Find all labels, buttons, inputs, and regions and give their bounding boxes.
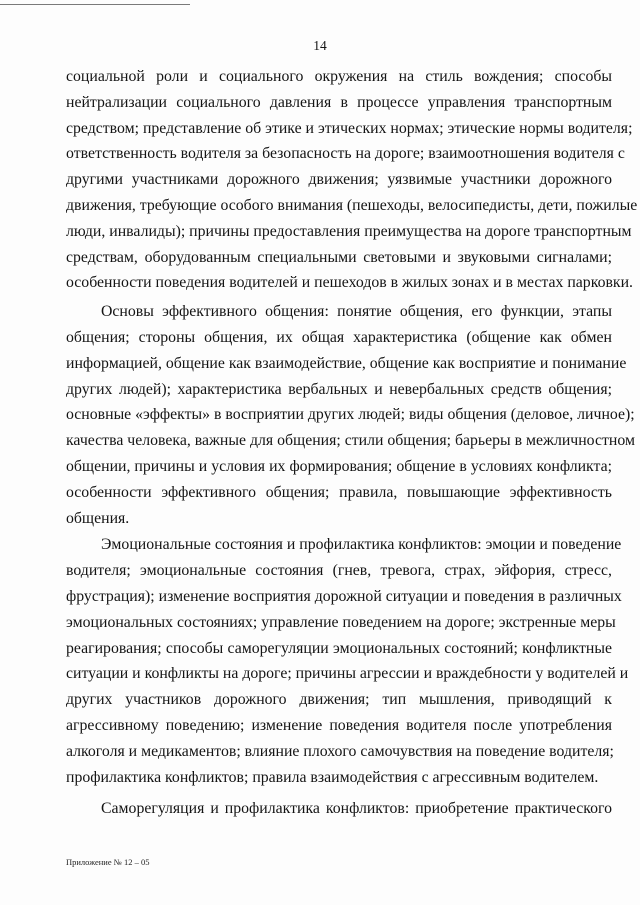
text-line: основные «эффекты» в восприятии других людей; виды общения (деловое, личное);	[66, 406, 635, 424]
text-line: Эмоциональные состояния и профилактика конфликтов: эмоции и поведение	[101, 536, 622, 554]
text-line: движения, требующие особого внимания (пешеходы, велосипедисты, дети, пожилые	[66, 196, 638, 214]
page-number: 14	[313, 38, 327, 53]
footer-appendix-label: Приложение № 12 – 05	[66, 857, 150, 867]
text-line: алкоголя и медикаментов; влияние плохого самочувствия на поведение водителя;	[66, 742, 614, 760]
text-line: реагирования; способы саморегуляции эмоциональных состояний; конфликтные	[66, 639, 612, 657]
text-line: нейтрализации социального давления в процессе управления транспортным	[66, 93, 612, 111]
text-line: эмоциональных состояниях; управление поведением на дороге; экстренные меры	[66, 613, 616, 631]
paragraph-effective-communication	[66, 299, 635, 531]
text-line: особенности эффективного общения; правила, повышающие эффективность	[66, 483, 612, 501]
paragraph-self-regulation	[66, 796, 612, 822]
text-line: других участников дорожного движения; тип мышления, приводящий к	[66, 691, 612, 709]
paragraph-emotional-states	[66, 532, 629, 790]
text-line: агрессивному поведению; изменение поведения водителя после употребления	[66, 716, 612, 734]
text-line: особенности поведения водителей и пешеходов в жилых зонах и в местах парковки.	[66, 274, 633, 292]
text-line: Саморегуляция и профилактика конфликтов: приобретение практического	[101, 800, 612, 818]
top-rule	[0, 4, 190, 5]
text-line: качества человека, важные для общения; стили общения; барьеры в межличностном	[66, 432, 635, 450]
text-line: средством; представление об этике и этических нормах; этические нормы водителя;	[66, 119, 633, 137]
text-line: общения.	[66, 509, 130, 527]
text-line: водителя; эмоциональные состояния (гнев, тревога, страх, эйфория, стресс,	[66, 562, 612, 580]
text-line: люди, инвалиды); причины предоставления преимущества на дороге транспортным	[66, 222, 632, 240]
text-line: другими участниками дорожного движения; уязвимые участники дорожного	[66, 171, 612, 189]
text-line: социальной роли и социального окружения на стиль вождения; способы	[66, 68, 612, 85]
text-line: ответственность водителя за безопасность на дороге; взаимоотношения водителя с	[66, 145, 625, 163]
paragraph-social-roles	[66, 64, 638, 296]
text-line: средствам, оборудованным специальными световыми и звуковыми сигналами;	[66, 248, 612, 266]
text-line: общения; стороны общения, их общая характеристика (общение как обмен	[66, 328, 612, 346]
text-line: профилактика конфликтов; правила взаимодействия с агрессивным водителем.	[66, 768, 599, 786]
text-line: Основы эффективного общения: понятие общения, его функции, этапы	[101, 303, 612, 321]
text-line: ситуации и конфликты на дороге; причины агрессии и враждебности у водителей и	[66, 665, 629, 683]
text-line: фрустрация); изменение восприятия дорожной ситуации и поведения в различных	[66, 587, 622, 605]
text-line: информацией, общение как взаимодействие, общение как восприятие и понимание	[66, 354, 627, 372]
document-body	[66, 64, 638, 822]
text-line: общении, причины и условия их формирования; общение в условиях конфликта;	[66, 457, 612, 475]
text-line: других людей); характеристика вербальных и невербальных средств общения;	[66, 380, 612, 398]
